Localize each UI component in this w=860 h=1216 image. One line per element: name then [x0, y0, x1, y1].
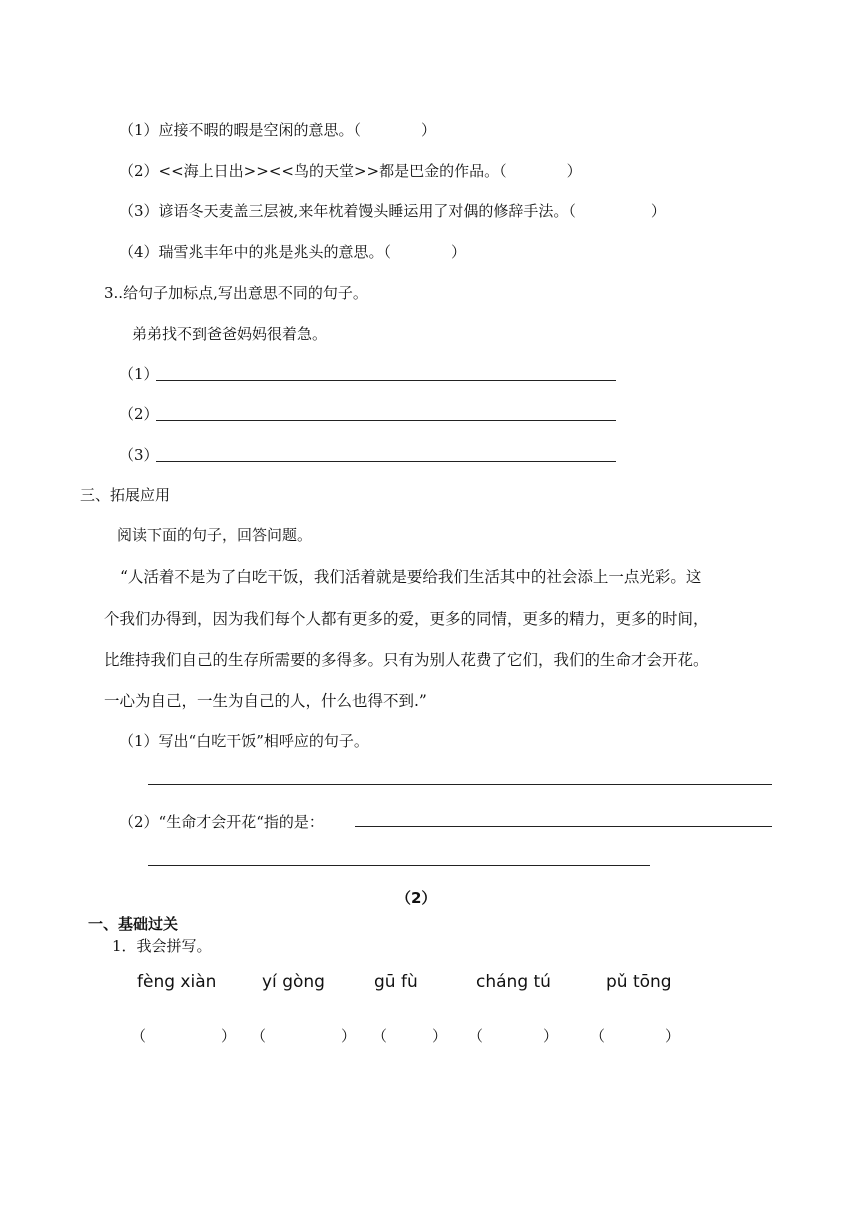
reading-instruction: 阅读下面的句子，回答问题。	[117, 526, 313, 544]
q3-label-3: （3）	[119, 446, 159, 464]
pinyin-item: gū fù	[374, 972, 418, 992]
passage-line: “人活着不是为了白吃干饭，我们活着就是要给我们生活其中的社会添上一点光彩。这	[120, 568, 702, 586]
reading-question-1: （1）写出“白吃干饭”相呼应的句子。	[119, 732, 369, 750]
judge-item-1: （1）应接不暇的暇是空闲的意思。（ ）	[119, 121, 437, 139]
judge-item-3: （3）谚语冬天麦盖三层被,来年枕着馒头睡运用了对偶的修辞手法。（ ）	[119, 202, 666, 220]
pinyin-item: yí gòng	[262, 972, 325, 992]
pinyin-item: pǔ tōng	[606, 972, 672, 992]
judge-item-4: （4）瑞雪兆丰年中的兆是兆头的意思。（ ）	[119, 243, 467, 261]
answer-bracket[interactable]: （ ）	[251, 1027, 357, 1045]
passage-line: 一心为自己，一生为自己的人，什么也得不到.”	[104, 692, 427, 710]
reading-question-2: （2）“生命才会开花“指的是：	[119, 813, 324, 831]
answer-line[interactable]	[148, 784, 772, 785]
q3-label-1: （1）	[119, 365, 159, 383]
pinyin-item: cháng tú	[476, 972, 551, 992]
answer-bracket[interactable]: （ ）	[590, 1027, 681, 1045]
passage-line: 比维持我们自己的生存所需要的多得多。只有为别人花费了它们，我们的生命才会开花。	[104, 651, 709, 669]
passage-line: 个我们办得到，因为我们每个人都有更多的爱，更多的同情，更多的精力，更多的时间，	[104, 610, 709, 628]
answer-bracket[interactable]: （ ）	[468, 1027, 559, 1045]
section-heading: 三、拓展应用	[80, 486, 171, 504]
answer-line[interactable]	[156, 461, 616, 462]
answer-line[interactable]	[156, 380, 616, 381]
answer-bracket[interactable]: （ ）	[131, 1027, 237, 1045]
q1-title: 1．我会拼写。	[112, 937, 212, 955]
q3-title: 3..给句子加标点,写出意思不同的句子。	[104, 284, 368, 302]
q3-label-2: （2）	[119, 405, 159, 423]
answer-line[interactable]	[355, 826, 772, 827]
section-heading: 一、基础过关	[88, 915, 179, 933]
answer-line[interactable]	[148, 865, 650, 866]
answer-line[interactable]	[156, 420, 616, 421]
answer-bracket[interactable]: （ ）	[372, 1027, 448, 1045]
q3-sentence: 弟弟找不到爸爸妈妈很着急。	[132, 325, 328, 343]
judge-item-2: （2）<<海上日出>><<鸟的天堂>>都是巴金的作品。（ ）	[119, 162, 582, 180]
pinyin-item: fèng xiàn	[137, 972, 217, 992]
part-title: （2）	[396, 889, 437, 907]
